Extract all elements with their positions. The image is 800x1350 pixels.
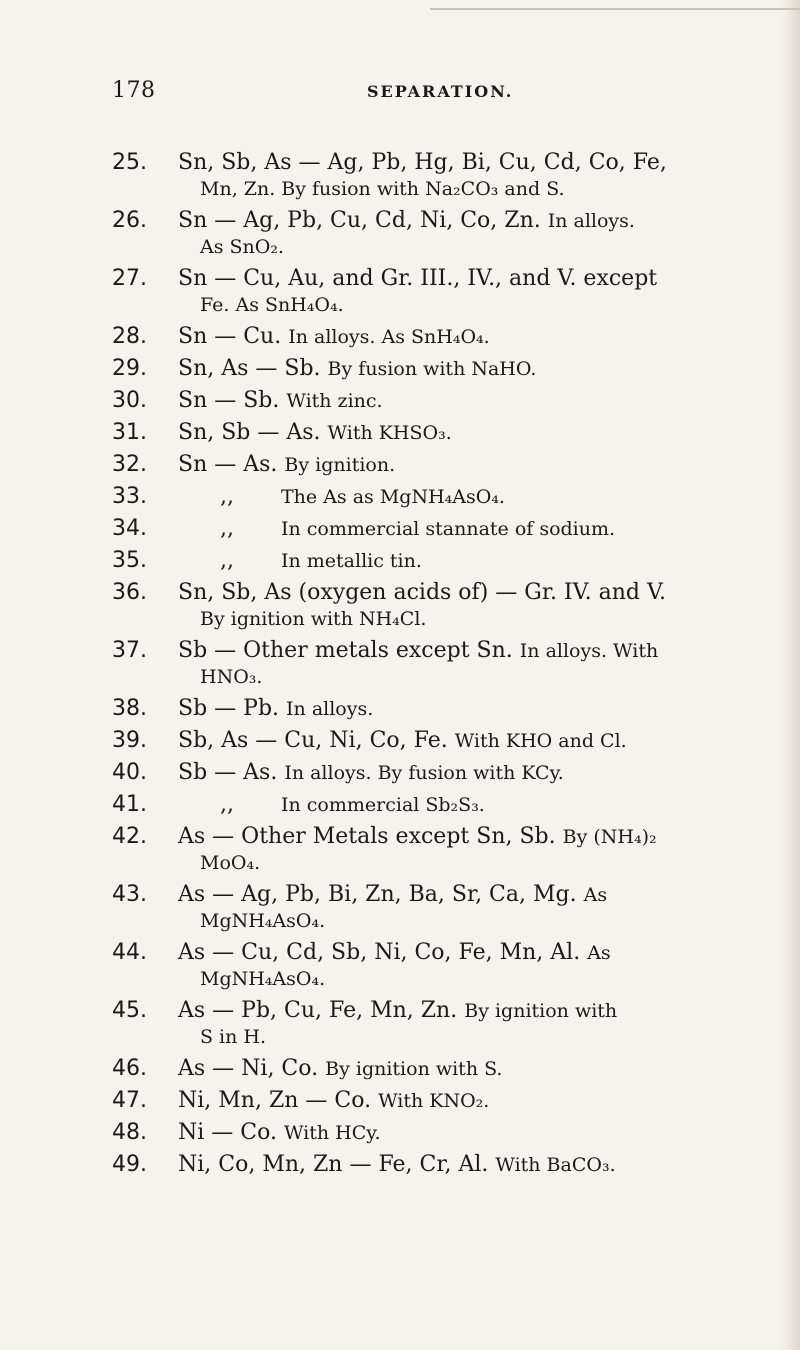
entry-continuation: HNO₃. <box>200 666 263 688</box>
list-item <box>112 1056 752 1082</box>
entry-metals: ,, <box>220 792 234 817</box>
list-item <box>112 516 752 542</box>
entry-metals: Sn — Cu. <box>178 324 282 349</box>
entry-line <box>112 516 752 542</box>
entry-number: 49. <box>112 1152 147 1177</box>
list-item <box>112 150 752 202</box>
entry-number: 37. <box>112 638 147 663</box>
entry-number: 43. <box>112 882 147 907</box>
entry-metals: Sn, Sb — As. <box>178 420 321 445</box>
entry-number: 36. <box>112 580 147 605</box>
entry-method: In alloys. With <box>519 640 659 662</box>
entry-metals: ,, <box>220 516 234 541</box>
list-item <box>112 266 752 318</box>
entry-method: With KHO and Cl. <box>454 730 627 752</box>
entry-metals: Sn — Cu, Au, and Gr. III., IV., and V. except <box>178 266 658 291</box>
entry-metals: Ni, Mn, Zn — Co. <box>178 1088 372 1113</box>
entry-continuation: Fe. As SnH₄O₄. <box>200 294 344 316</box>
entry-method: In alloys. <box>547 210 635 232</box>
entry-metals: Ni, Co, Mn, Zn — Fe, Cr, Al. <box>178 1152 489 1177</box>
entry-metals: ,, <box>220 484 234 509</box>
list-item <box>112 388 752 414</box>
entry-number: 26. <box>112 208 147 233</box>
entry-line <box>112 882 752 908</box>
entry-line <box>112 266 752 292</box>
entry-metals: Sb, As — Cu, Ni, Co, Fe. <box>178 728 448 753</box>
entry-line <box>112 388 752 414</box>
entry-method: In alloys. By fusion with KCy. <box>284 762 564 784</box>
entry-number: 45. <box>112 998 147 1023</box>
entry-number: 48. <box>112 1120 147 1145</box>
entry-method: With KNO₂. <box>378 1090 490 1112</box>
entry-continuation: MoO₄. <box>200 852 261 874</box>
entry-number: 25. <box>112 150 147 175</box>
entry-number: 39. <box>112 728 147 753</box>
list-item <box>112 760 752 786</box>
entry-metals: As — Ag, Pb, Bi, Zn, Ba, Sr, Ca, Mg. <box>178 882 577 907</box>
entry-number: 35. <box>112 548 147 573</box>
entry-line <box>112 940 752 966</box>
entry-line <box>112 452 752 478</box>
entry-method: As <box>587 942 611 964</box>
entry-continuation: Mn, Zn. By fusion with Na₂CO₃ and S. <box>200 178 565 200</box>
entry-line <box>112 356 752 382</box>
list-item <box>112 324 752 350</box>
entry-number: 30. <box>112 388 147 413</box>
list-item <box>112 882 752 934</box>
list-item <box>112 208 752 260</box>
entry-number: 42. <box>112 824 147 849</box>
entry-number: 27. <box>112 266 147 291</box>
entry-line <box>112 1088 752 1114</box>
list-item <box>112 728 752 754</box>
list-item <box>112 580 752 632</box>
entry-metals: Sb — Other metals except Sn. <box>178 638 513 663</box>
entry-metals: Sn, Sb, As (oxygen acids of) — Gr. IV. and V. <box>178 580 667 605</box>
entry-metals: Sn, Sb, As — Ag, Pb, Hg, Bi, Cu, Cd, Co, Fe, <box>178 150 667 175</box>
page-edge-shadow <box>782 0 800 1350</box>
entry-method: By (NH₄)₂ <box>562 826 657 848</box>
entry-method: In metallic tin. <box>281 550 422 572</box>
list-item <box>112 420 752 446</box>
entry-method: In alloys. <box>286 698 374 720</box>
entry-number: 47. <box>112 1088 147 1113</box>
entry-line <box>112 548 752 574</box>
entry-line <box>112 208 752 234</box>
entry-metals: As — Pb, Cu, Fe, Mn, Zn. <box>178 998 458 1023</box>
entry-number: 44. <box>112 940 147 965</box>
entry-metals: As — Ni, Co. <box>178 1056 319 1081</box>
entry-method: With BaCO₃. <box>495 1154 616 1176</box>
list-item <box>112 1088 752 1114</box>
entry-line <box>112 484 752 510</box>
entry-method: As <box>583 884 608 906</box>
entry-continuation: By ignition with NH₄Cl. <box>200 608 427 630</box>
list-item <box>112 940 752 992</box>
entry-number: 33. <box>112 484 147 509</box>
entry-continuation: S in H. <box>200 1026 267 1048</box>
list-item <box>112 1152 752 1178</box>
separation-list <box>112 150 752 1184</box>
entry-method: By fusion with NaHO. <box>327 358 537 380</box>
entry-method: By ignition with S. <box>325 1058 503 1080</box>
page-header <box>112 78 712 108</box>
entry-line <box>112 998 752 1024</box>
entry-line <box>112 728 752 754</box>
list-item <box>112 792 752 818</box>
entry-number: 38. <box>112 696 147 721</box>
entry-method: In commercial Sb₂S₃. <box>281 794 485 816</box>
entry-number: 31. <box>112 420 147 445</box>
list-item <box>112 1120 752 1146</box>
entry-number: 46. <box>112 1056 147 1081</box>
list-item <box>112 638 752 690</box>
entry-metals: Ni — Co. <box>178 1120 277 1145</box>
entry-number: 32. <box>112 452 147 477</box>
list-item <box>112 452 752 478</box>
entry-method: By ignition with <box>464 1000 618 1022</box>
entry-method: With zinc. <box>286 390 383 412</box>
page-number: 178 <box>112 78 156 103</box>
entry-continuation: As SnO₂. <box>200 236 284 258</box>
entry-continuation: MgNH₄AsO₄. <box>200 910 326 932</box>
entry-method: With KHSO₃. <box>327 422 452 444</box>
entry-metals: Sn — As. <box>178 452 278 477</box>
entry-line <box>112 696 752 722</box>
entry-number: 40. <box>112 760 147 785</box>
list-item <box>112 998 752 1050</box>
entry-line <box>112 824 752 850</box>
entry-metals: Sn — Sb. <box>178 388 280 413</box>
list-item <box>112 696 752 722</box>
entry-line <box>112 1056 752 1082</box>
entry-line <box>112 1120 752 1146</box>
list-item <box>112 484 752 510</box>
entry-number: 34. <box>112 516 147 541</box>
entry-method: By ignition. <box>284 454 396 476</box>
entry-metals: Sb — As. <box>178 760 278 785</box>
entry-continuation: MgNH₄AsO₄. <box>200 968 326 990</box>
entry-line <box>112 580 752 606</box>
entry-method: The As as MgNH₄AsO₄. <box>281 486 505 508</box>
entry-number: 41. <box>112 792 147 817</box>
entry-method: In commercial stannate of sodium. <box>281 518 616 540</box>
entry-metals: Sb — Pb. <box>178 696 280 721</box>
entry-line <box>112 420 752 446</box>
list-item <box>112 824 752 876</box>
entry-number: 29. <box>112 356 147 381</box>
entry-method: In alloys. As SnH₄O₄. <box>288 326 490 348</box>
entry-line <box>112 150 752 176</box>
scan-edge-line <box>430 8 800 10</box>
entry-metals: As — Cu, Cd, Sb, Ni, Co, Fe, Mn, Al. <box>178 940 581 965</box>
entry-line <box>112 638 752 664</box>
entry-line <box>112 324 752 350</box>
entry-line <box>112 1152 752 1178</box>
entry-line <box>112 792 752 818</box>
running-head: SEPARATION. <box>367 82 514 101</box>
entry-metals: Sn, As — Sb. <box>178 356 321 381</box>
entry-metals: Sn — Ag, Pb, Cu, Cd, Ni, Co, Zn. <box>178 208 541 233</box>
entry-metals: ,, <box>220 548 234 573</box>
list-item <box>112 356 752 382</box>
entry-line <box>112 760 752 786</box>
entry-number: 28. <box>112 324 147 349</box>
entry-method: With HCy. <box>283 1122 381 1144</box>
list-item <box>112 548 752 574</box>
entry-metals: As — Other Metals except Sn, Sb. <box>178 824 556 849</box>
